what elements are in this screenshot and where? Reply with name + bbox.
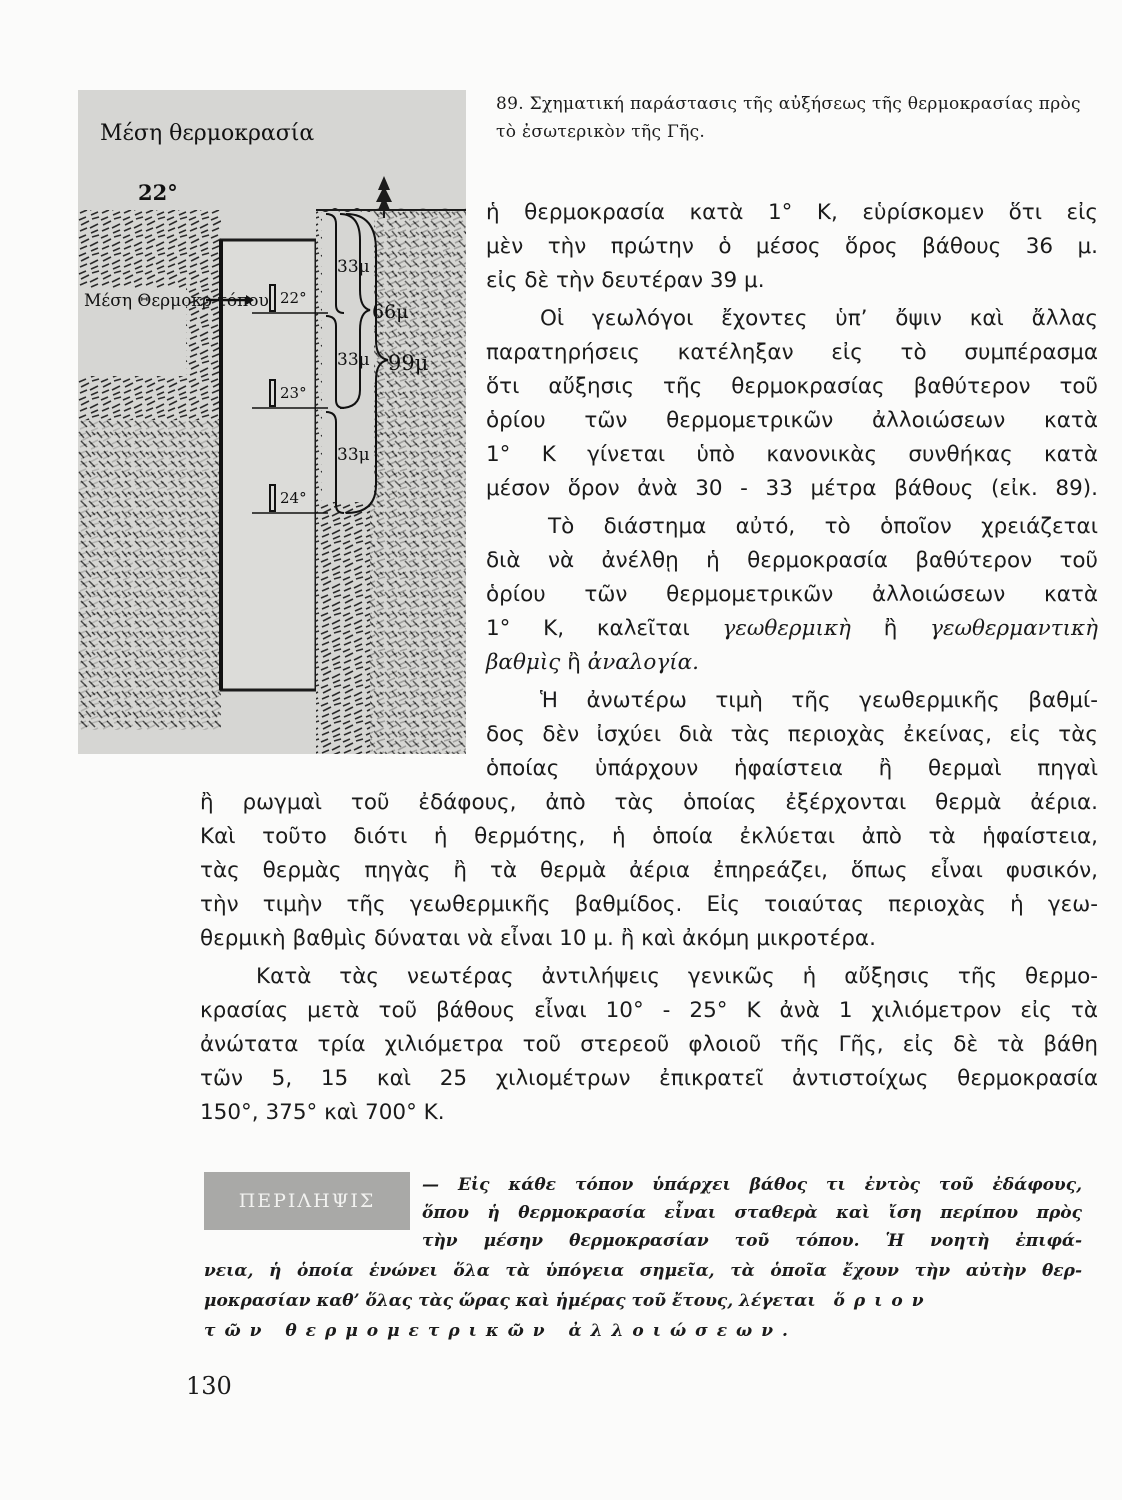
text-line: Καὶ τοῦτο διότι ἡ θερμότης, ἡ ὁποία ἐκλύεται ἀπὸ τὰ ἡφαίστεια, [200,824,1098,849]
text-line: Κατὰ τὰς νεωτέρας ἀντιλήψεις γενικῶς ἡ αὔξησις τῆς θερμο- [256,964,1098,989]
summary-line: ὅπου ἡ θερμοκρασία εἶναι σταθερὰ καὶ ἴση περίπου πρὸς [422,1203,1082,1223]
text-line: 1° Κ γίνεται ὑπὸ κανονικὰς συνθήκας κατὰ [486,442,1098,467]
text-line: μὲν τὴν πρώτην ὁ μέσος ὅρος βάθους 36 μ. [486,234,1098,259]
thermo-reading-24: 24° [280,489,307,507]
depth-total-99: 99μ [388,351,429,375]
summary-key-term-continued: τῶν θερμομετρικῶν ἀλλοιώσεων. [204,1321,797,1341]
text-line: Ἡ ἀνωτέρω τιμὴ τῆς γεωθερμικῆς βαθμί- [540,688,1098,713]
text-span: ἢ [883,616,898,641]
text-line: ὅτι αὔξησις τῆς θερμοκρασίας βαθύτερον τοῦ [486,374,1098,399]
text-line: Οἱ γεωλόγοι ἔχοντες ὑπ’ ὄψιν καὶ ἄλλας [540,306,1098,331]
text-line: ὁρίου τῶν θερμομετρικῶν ἀλλοιώσεων κατὰ [486,408,1098,433]
page-number: 130 [186,1372,232,1400]
term-gradient: βαθμὶς [486,650,561,675]
text-line: ἀνώτατα τρία χιλιόμετρα τοῦ στερεοῦ φλοιοῦ τῆς Γῆς, εἰς δὲ τὰ βάθη [200,1032,1098,1057]
depth-total-66: 66μ [372,301,409,323]
text-line: μέσον ὅρον ἀνὰ 30 - 33 μέτρα βάθους (εἰκ. 89). [486,476,1098,501]
surface-temp-value: 22° [138,180,178,205]
text-line: ὁποίας ὑπάρχουν ἡφαίστεια ἢ θερμαὶ πηγαὶ [486,756,1098,781]
summary-line: νεια, ἡ ὁποία ἑνώνει ὅλα τὰ ὑπόγεια σημεῖα, τὰ ὁποῖα ἔχουν τὴν αὐτὴν θερ- [204,1261,1082,1281]
text-line: παρατηρήσεις κατέληξαν εἰς τὸ συμπέρασμα [486,340,1098,365]
tree-icon [376,176,392,210]
depth-interval-1: 33μ [337,257,370,277]
surface-temp-label: Μέση θερμοκρασία [100,121,315,146]
thermo-reading-23: 23° [280,384,307,402]
summary-text: μοκρασίαν καθ’ ὅλας τὰς ὥρας καὶ ἡμέρας τοῦ ἔτους, λέγεται [204,1291,816,1311]
geothermal-diagram [78,90,466,754]
text-line: τὴν τιμὴν τῆς γεωθερμικῆς βαθμίδος. Εἰς τοιαύτας περιοχὰς ἡ γεω- [200,892,1098,917]
text-line: Τὸ διάστημα αὐτό, τὸ ὁποῖον χρειάζεται [548,514,1098,539]
thermo-reading-22: 22° [280,289,307,307]
depth-interval-3: 33μ [337,445,370,465]
term-geothermal: γεωθερμικὴ [722,616,851,641]
term-ratio: ἀναλογία. [587,650,699,675]
text-line: διὰ νὰ ἀνέλθῃ ἡ θερμοκρασία βαθύτερον τοῦ [486,548,1098,573]
text-line: ἡ θερμοκρασία κατὰ 1° Κ, εὑρίσκομεν ὅτι εἰς [486,200,1098,225]
text-line: ἢ ρωγμαὶ τοῦ ἐδάφους, ἀπὸ τὰς ὁποίας ἐξέρχονται θερμὰ ἀέρια. [200,790,1098,815]
text-span: ἢ [567,650,581,675]
text-line: θερμικὴ βαθμὶς δύναται νὰ εἶναι 10 μ. ἢ καὶ ἀκόμη μικροτέρα. [200,926,876,951]
local-temp-label: Μέση Θερμοκρ τόπου [84,291,269,311]
text-line: τὰς θερμὰς πηγὰς ἢ τὰ θερμὰ ἀέρια ἐπηρεάζει, ὅπως εἶναι φυσικόν, [200,858,1098,883]
figure-caption: 89. Σχηματική παράστασις τῆς αὐξήσεως τῆς θερμοκρασίας πρὸς τὸ ἐσωτερικὸν τῆς Γῆς. [496,94,1081,142]
term-geothermal-alt: γεωθερμαντικὴ [930,616,1099,641]
text-span: 1° Κ, καλεῖται [486,616,690,641]
figure-89-illustration [78,90,466,754]
text-line: τῶν 5, 15 καὶ 25 χιλιομέτρων ἐπικρατεῖ ἀντιστοίχως θερμοκρασία [200,1066,1098,1091]
summary-label: ΠΕΡΙΛΗΨΙΣ [204,1172,410,1230]
text-line: δος δὲν ἰσχύει διὰ τὰς περιοχὰς ἐκείνας, εἰς τὰς [486,722,1098,747]
summary-line: τὴν μέσην θερμοκρασίαν τοῦ τόπου. Ἡ νοητὴ ἐπιφά- [422,1231,1082,1251]
text-line: ὁρίου τῶν θερμομετρικῶν ἀλλοιώσεων κατὰ [486,582,1098,607]
summary-line [204,1288,933,1314]
text-line: εἰς δὲ τὴν δευτέραν 39 μ. [486,268,765,293]
text-line [486,648,699,678]
depth-interval-2: 33μ [337,350,370,370]
text-line: 150°, 375° καὶ 700° Κ. [200,1100,445,1125]
summary-line: — Εἰς κάθε τόπον ὑπάρχει βάθος τι ἐντὸς τοῦ ἐδάφους, [422,1175,1082,1195]
summary-key-term: ὅριον [833,1291,933,1311]
text-line: κρασίας μετὰ τοῦ βάθους εἶναι 10° - 25° Κ ἀνὰ 1 χιλιόμετρον εἰς τὰ [200,998,1098,1023]
text-line [486,614,1098,644]
